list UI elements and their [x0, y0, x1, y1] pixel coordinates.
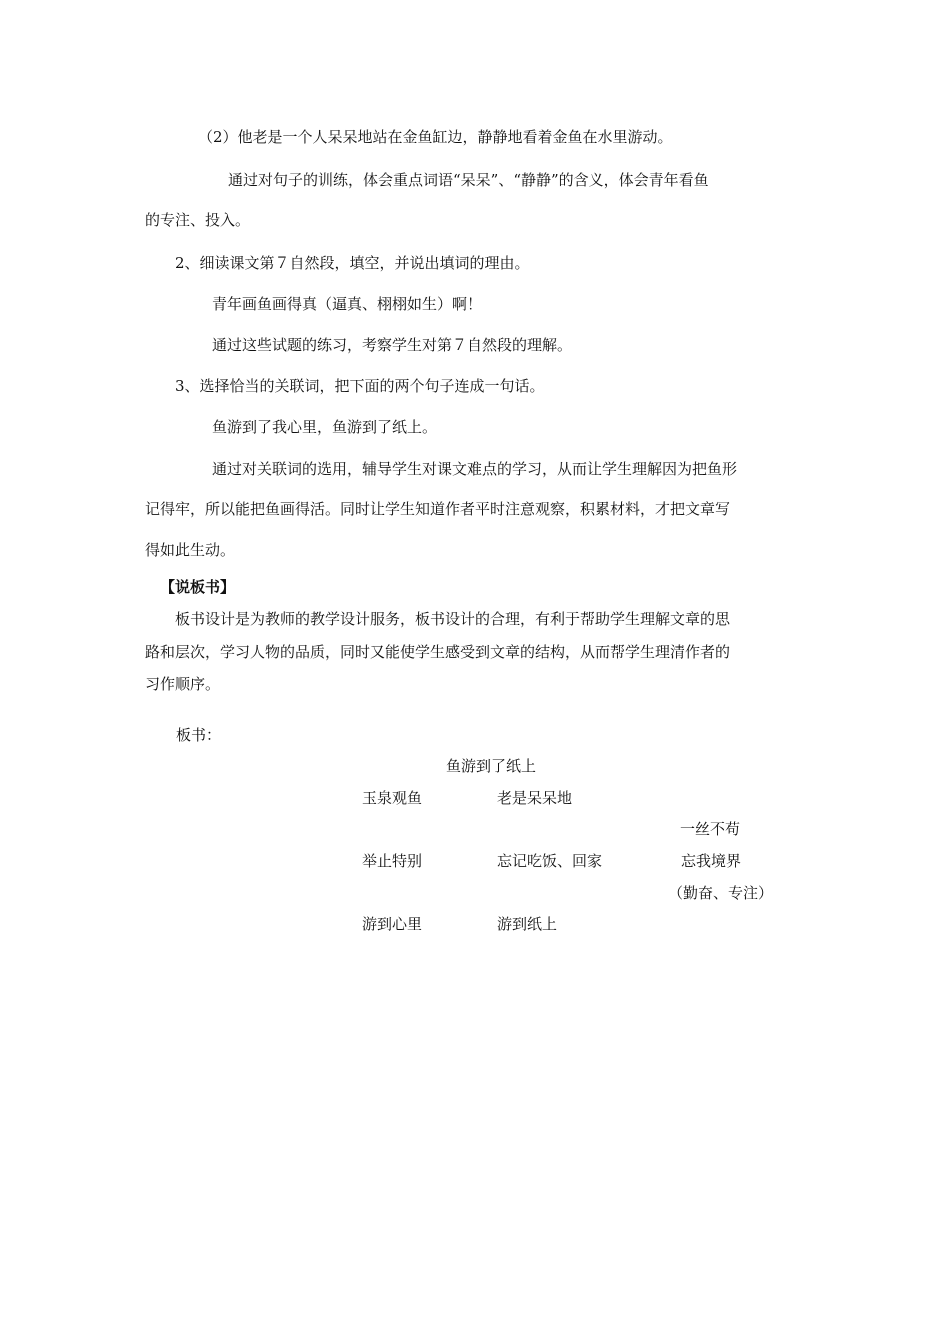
board-col1-row1: 玉泉观鱼: [362, 789, 423, 807]
board-col1-row2: 举止特别: [362, 852, 423, 870]
board-label: 板书：: [176, 726, 222, 744]
board-col2-row2: 忘记吃饭、回家: [497, 852, 603, 870]
section-para-line3: 习作顺序。: [145, 675, 221, 693]
item-2-note-line1: 通过对句子的训练，体会重点词语“呆呆”、“静静”的含义，体会青年看鱼: [228, 171, 709, 189]
q3-prompt: 3、选择恰当的关联词，把下面的两个句子连成一句话。: [175, 377, 545, 395]
item-2-sentence: （2）他老是一个人呆呆地站在金鱼缸边，静静地看着金鱼在水里游动。: [198, 128, 673, 146]
q2-note: 通过这些试题的练习，考察学生对第７自然段的理解。: [212, 336, 573, 354]
item-2-note-line2: 的专注、投入。: [145, 211, 251, 229]
board-col3-row2: 忘我境界: [681, 852, 742, 870]
q2-prompt: 2、细读课文第７自然段，填空，并说出填词的理由。: [175, 254, 530, 272]
board-title: 鱼游到了纸上: [446, 757, 537, 775]
section-heading: 【说板书】: [160, 578, 236, 596]
board-col3-row3: （勤奋、专注）: [668, 884, 774, 902]
board-col2-row3: 游到纸上: [497, 915, 558, 933]
board-col2-row1: 老是呆呆地: [497, 789, 573, 807]
section-para-line2: 路和层次，学习人物的品质，同时又能使学生感受到文章的结构，从而帮学生理清作者的: [145, 643, 731, 661]
board-col3-row1: 一丝不苟: [680, 820, 741, 838]
q3-note-line2: 记得牢，所以能把鱼画得活。同时让学生知道作者平时注意观察，积累材料，才把文章写: [145, 500, 731, 518]
section-para-line1: 板书设计是为教师的教学设计服务，板书设计的合理，有利于帮助学生理解文章的思: [175, 610, 731, 628]
q2-example: 青年画鱼画得真（逼真、栩栩如生）啊！: [212, 295, 483, 313]
q3-example: 鱼游到了我心里，鱼游到了纸上。: [212, 418, 438, 436]
q3-note-line1: 通过对关联词的选用，辅导学生对课文难点的学习，从而让学生理解因为把鱼形: [212, 460, 738, 478]
q3-note-line3: 得如此生动。: [145, 541, 236, 559]
board-col1-row3: 游到心里: [362, 915, 423, 933]
